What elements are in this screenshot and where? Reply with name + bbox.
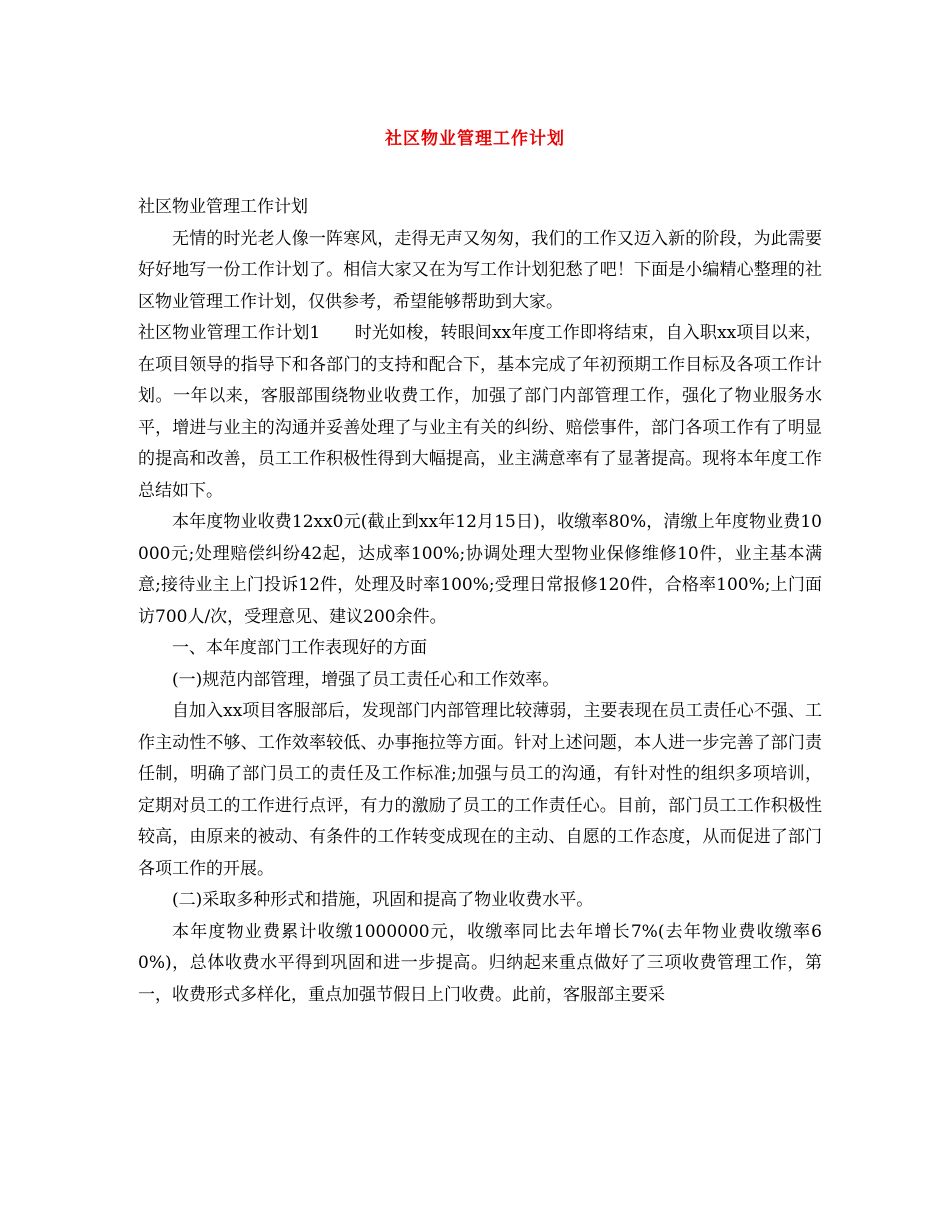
- paragraph: 无情的时光老人像一阵寒风，走得无声又匆匆，我们的工作又迈入新的阶段，为此需要好好地写一份工作计划了。相信大家又在为写工作计划犯愁了吧！下面是小编精心整理的社区物业管理工作计划，仅供参考，希望能够帮助到大家。: [138, 228, 822, 312]
- document-body: [138, 192, 822, 1011]
- section-heading: 一、本年度部门工作表现好的方面: [172, 638, 427, 658]
- paragraph: 本年度物业费累计收缴1000000元，收缴率同比去年增长7%(去年物业费收缴率60%)，总体收费水平得到巩固和进一步提高。归纳起来重点做好了三项收费管理工作，第一，收费形式多样化，重点加强节假日上门收费。此前，客服部主要采: [138, 921, 822, 1005]
- paragraph: 社区物业管理工作计划1 时光如梭，转眼间xx年度工作即将结束，自入职xx项目以来，在项目领导的指导下和各部门的支持和配合下，基本完成了年初预期工作目标及各项工作计划。一年以来，客服部围绕物业收费工作，加强了部门内部管理工作，强化了物业服务水平，增进与业主的沟通并妥善处理了与业主有关的纠纷、赔偿事件，部门各项工作有了明显的提高和改善，员工工作积极性得到大幅提高，业主满意率有了显著提高。现将本年度工作总结如下。: [138, 323, 822, 501]
- paragraph: 本年度物业收费12xx0元(截止到xx年12月15日)，收缴率80%，清缴上年度物业费10000元;处理赔偿纠纷42起，达成率100%;协调处理大型物业保修维修10件，业主基本满意;接待业主上门投诉12件，处理及时率100%;受理日常报修120件，合格率100%;上门面访700人/次，受理意见、建议200余件。: [138, 512, 822, 627]
- document-title: 社区物业管理工作计划: [385, 129, 565, 149]
- subsection-heading: (二)采取多种形式和措施，巩固和提高了物业收费水平。: [172, 890, 594, 910]
- paragraph: 社区物业管理工作计划: [138, 197, 308, 217]
- subsection-heading: (一)规范内部管理，增强了员工责任心和工作效率。: [172, 669, 560, 690]
- paragraph: 自加入xx项目客服部后，发现部门内部管理比较薄弱，主要表现在员工责任心不强、工作主动性不够、工作效率较低、办事拖拉等方面。针对上述问题，本人进一步完善了部门责任制，明确了部门员工的责任及工作标准;加强与员工的沟通，有针对性的组织多项培训，定期对员工的工作进行点评，有力的激励了员工的工作责任心。目前，部门员工工作积极性较高，由原来的被动、有条件的工作转变成现在的主动、自愿的工作态度，从而促进了部门各项工作的开展。: [138, 701, 822, 879]
